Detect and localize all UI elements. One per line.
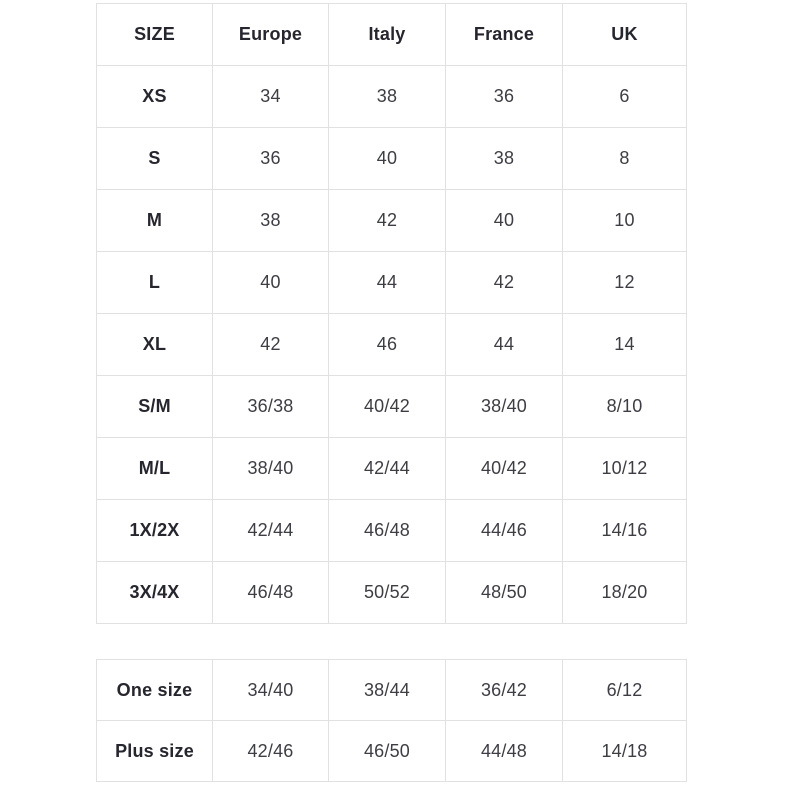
- size-value-cell: 38: [446, 128, 563, 190]
- size-value-cell: 42/44: [213, 500, 329, 562]
- size-label-cell: One size: [97, 660, 213, 721]
- table-row: [97, 252, 687, 314]
- table-row: [97, 500, 687, 562]
- size-value-cell: 8/10: [563, 376, 687, 438]
- column-header-italy: Italy: [329, 4, 446, 66]
- table-row: [97, 438, 687, 500]
- table-row: [97, 376, 687, 438]
- size-value-cell: 36: [213, 128, 329, 190]
- size-value-cell: 6: [563, 66, 687, 128]
- size-value-cell: 44/48: [446, 721, 563, 782]
- size-value-cell: 38: [213, 190, 329, 252]
- size-value-cell: 14/16: [563, 500, 687, 562]
- size-value-cell: 42: [329, 190, 446, 252]
- special-sizes-table: [96, 659, 687, 782]
- size-value-cell: 42: [446, 252, 563, 314]
- size-label-cell: L: [97, 252, 213, 314]
- size-value-cell: 14/18: [563, 721, 687, 782]
- size-value-cell: 18/20: [563, 562, 687, 624]
- special-sizes-table-body: [97, 660, 687, 782]
- size-value-cell: 40: [446, 190, 563, 252]
- size-value-cell: 10: [563, 190, 687, 252]
- size-value-cell: 42: [213, 314, 329, 376]
- table-row: [97, 190, 687, 252]
- size-value-cell: 38: [329, 66, 446, 128]
- size-value-cell: 42/44: [329, 438, 446, 500]
- size-value-cell: 12: [563, 252, 687, 314]
- size-label-cell: Plus size: [97, 721, 213, 782]
- size-value-cell: 38/44: [329, 660, 446, 721]
- size-value-cell: 10/12: [563, 438, 687, 500]
- size-value-cell: 48/50: [446, 562, 563, 624]
- size-conversion-table: [96, 3, 687, 624]
- size-value-cell: 34: [213, 66, 329, 128]
- header-row: [97, 4, 687, 66]
- size-label-cell: 1X/2X: [97, 500, 213, 562]
- size-value-cell: 8: [563, 128, 687, 190]
- size-value-cell: 50/52: [329, 562, 446, 624]
- size-value-cell: 40/42: [446, 438, 563, 500]
- size-value-cell: 40: [213, 252, 329, 314]
- size-label-cell: M: [97, 190, 213, 252]
- column-header-uk: UK: [563, 4, 687, 66]
- size-label-cell: 3X/4X: [97, 562, 213, 624]
- table-row: [97, 660, 687, 721]
- size-table-body: [97, 66, 687, 624]
- size-value-cell: 46/48: [213, 562, 329, 624]
- size-value-cell: 44: [329, 252, 446, 314]
- size-label-cell: S/M: [97, 376, 213, 438]
- size-value-cell: 6/12: [563, 660, 687, 721]
- size-label-cell: M/L: [97, 438, 213, 500]
- table-row: [97, 66, 687, 128]
- size-label-cell: XL: [97, 314, 213, 376]
- size-value-cell: 46/48: [329, 500, 446, 562]
- table-row: [97, 314, 687, 376]
- size-value-cell: 46/50: [329, 721, 446, 782]
- table-row: [97, 128, 687, 190]
- size-value-cell: 36/42: [446, 660, 563, 721]
- size-value-cell: 14: [563, 314, 687, 376]
- size-value-cell: 38/40: [213, 438, 329, 500]
- size-value-cell: 44: [446, 314, 563, 376]
- size-value-cell: 38/40: [446, 376, 563, 438]
- size-label-cell: S: [97, 128, 213, 190]
- size-value-cell: 36: [446, 66, 563, 128]
- size-label-cell: XS: [97, 66, 213, 128]
- size-value-cell: 34/40: [213, 660, 329, 721]
- column-header-size: SIZE: [97, 4, 213, 66]
- column-header-france: France: [446, 4, 563, 66]
- table-row: [97, 721, 687, 782]
- size-value-cell: 40: [329, 128, 446, 190]
- column-header-europe: Europe: [213, 4, 329, 66]
- size-value-cell: 44/46: [446, 500, 563, 562]
- size-value-cell: 36/38: [213, 376, 329, 438]
- size-value-cell: 46: [329, 314, 446, 376]
- size-value-cell: 42/46: [213, 721, 329, 782]
- table-row: [97, 562, 687, 624]
- size-value-cell: 40/42: [329, 376, 446, 438]
